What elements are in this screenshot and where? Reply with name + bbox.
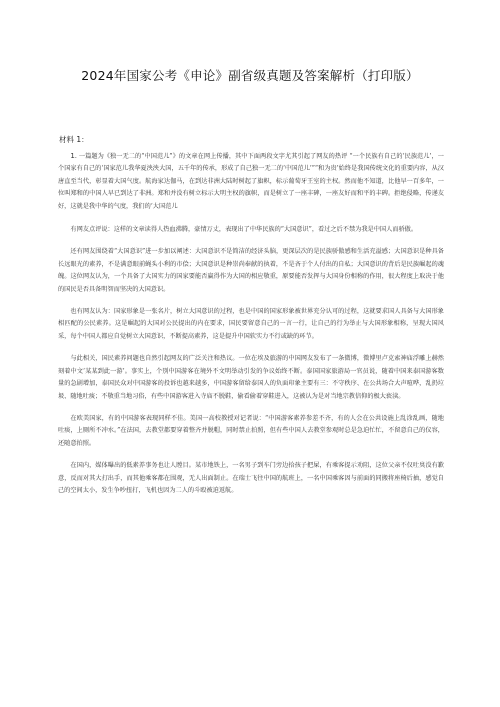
paragraph-2: 有网友点评说：这样的文章读得人热血沸腾，豪情万丈，表现出了中华民族的“大国意识”，看过之后不禁为我是中国人而骄傲。 bbox=[70, 226, 418, 234]
document-body bbox=[58, 150, 444, 507]
paragraph-1 bbox=[58, 150, 444, 213]
paragraph-4: 也有网友认为：国家形象是一张名片，树立大国意识的过程，也是中国的国家形象被世界充分认可的过程，这就要求国人具备与大国形象相匹配的公民素养。这是崛起的大国对公民提出的内在要求，国民要留意自己的一言一行，让自己的行为举止与大国形象相称，呈现大国风采，每个中国人都应自觉树立大国意识，不断提高素养，这是提升中国软实力不行或缺的环节。 bbox=[58, 308, 444, 340]
document-title: 2024年国家公考《申论》副省级真题及答案解析（打印版） bbox=[81, 68, 419, 83]
paragraph-3: 还有网友围绕着“大国意识”进一步加以阐述：大国意识不是简洁的经济头脑，更深层次的是民族骄傲感和生活充溢感；大国意识是种具备长远眼光的素养，不是满意眼前蝇头小利的市侩；大国意识是种崇尚奉献的执着，不是吝于个人付出的自私；大国意识的背后是民族崛起的魂魄。这位网友认为，一个具备了大国实力的国家要能否赢得作为大国的相应敬重，原要能否发挥与大国身份相称的作用，很大程度上取决于他的国民是否具备明智而坚决的大国意识。 bbox=[58, 248, 444, 293]
paragraph-5: 与此相关，国民素养问题也自然引起网友的广泛关注和热议。一位在埃及旅游的中国网友发布了一条微博，微博里卢克索神庙浮雕上赫然刻着中文‘某某到此一游’。事实上，个别中国游客在境外不文明举动引发的争议始终不断。泰国国家旅游局一官员说，随着中国来泰国游客数量的急剧增加，泰国民众对中国游客的投诉也越来越多，中国游客留给泰国人的负面印象主要有三：不守秩序、在公共场合大声喧哗，乱扔垃圾、随地吐痰；不敬重当地习俗，有些中国游客进入寺庙不脱鞋，偷看偷着穿鞋进入，这被认为是对当地宗教信仰的极大亵渎。 bbox=[58, 355, 444, 400]
paragraph-number: 1 bbox=[70, 152, 75, 160]
paragraph-6: 在欧美国家，有的中国游客表现同样不佳。美国一高校教授对记者说：“中国游客素养参差不齐，有的人会在公共设施上乱涂乱画，随地吐痰，上厕所不冲水。”在法国，去教堂都要穿着整齐并脱帽，同时禁止拍照，但有些中国人去教堂参观时总是急迫忙忙，不留意自己的仪容，还随意拍照。 bbox=[58, 414, 444, 447]
paragraph-text: . 一篇题为《独一无二的“中国范儿”》的文章在网上传播，其中下面两段文字尤其引起了网友的热评 “一个民族有自己的‘民族范儿’，一个国家有自己的‘国家范儿我华夏泱泱大国，五千年的传承，形成了自己独一无二的‘中国范儿’”“和为贵’始终是我国传统文化的重要内容，从汉唐直至当代，彰显着大国气度。航海家达伽马，在到达非洲大陆时树起了旗帜，标示葡萄牙王室的主权。然而他不知道，比他早一百多年，一位叫郑和的中国人早已到达了非洲。郑和并没有树立标示大明主权的旗帜，而是树立了一座丰碑，一座友好而和平的丰碑。拒绝侵略，传递友好，这就是我中华的气度，我们的‘大国范儿 bbox=[58, 153, 444, 210]
paragraph-7: 在国内，媒体曝出的低素养事务也让人瞠目。某市地铁上，一名男子到车门旁边拾孩子把屎，有乘客提示劝阻，这位父亲不仅吐臭没有歉意，反而对其大打出手，而其他乘客都在围观，无人出面制止。在瑞士飞往中国的航班上，一名中国乘客因与前面的同搬将座椅后抽，感觉自己的空间太小，发生争吵扭打，飞机也因为二人的斗殴被迫返航。 bbox=[58, 462, 444, 494]
material-label: 材料 1： bbox=[59, 135, 89, 144]
